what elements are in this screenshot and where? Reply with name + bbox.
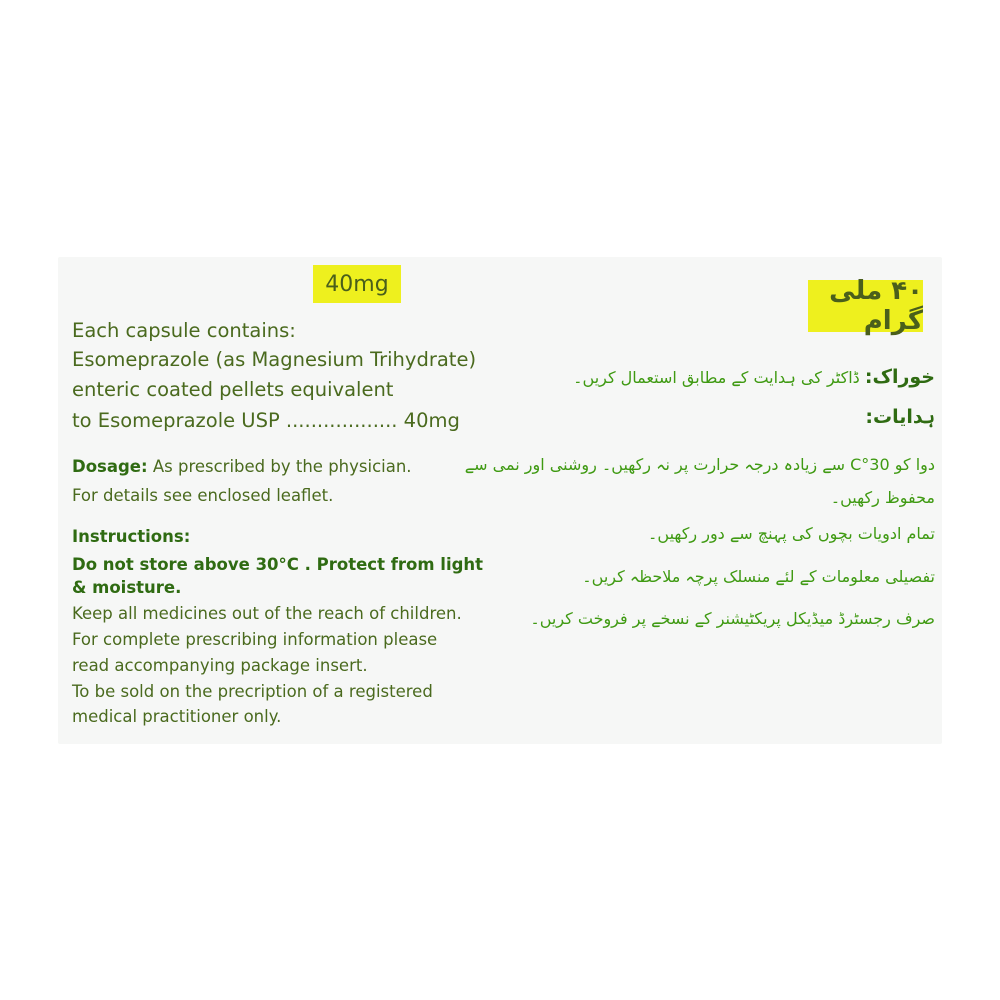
composition-heading: Each capsule contains: (72, 319, 296, 342)
storage-warning-2: & moisture. (72, 578, 182, 597)
urdu-instruction-line: صرف رجسٹرڈ میڈیکل پریکٹیشنر کے نسخے پر فروخت کریں۔ (530, 609, 935, 628)
urdu-instruction-line: دوا کو 30°C سے زیادہ درجہ حرارت پر نہ رکھیں۔ روشنی اور نمی سے (464, 455, 935, 474)
composition-line-3: to Esomeprazole USP .................. 40mg (72, 409, 460, 432)
urdu-instruction-line: تمام ادویات بچوں کی پہنچ سے دور رکھیں۔ (648, 524, 935, 543)
urdu-dosage-line (573, 366, 935, 388)
urdu-dosage-text: ڈاکٹر کی ہدایت کے مطابق استعمال کریں۔ (573, 368, 860, 387)
dosage-line-2: For details see enclosed leaflet. (72, 486, 334, 505)
instruction-line: medical practitioner only. (72, 707, 282, 726)
dosage-line (72, 457, 412, 476)
dosage-label: Dosage: (72, 457, 148, 476)
urdu-instruction-line: تفصیلی معلومات کے لئے منسلک پرچہ ملاحظہ کریں۔ (582, 567, 935, 586)
strength-badge-en: 40mg (313, 265, 401, 303)
urdu-instructions-label: ہدایات: (865, 406, 935, 428)
composition-line-1: Esomeprazole (as Magnesium Trihydrate) (72, 348, 477, 371)
instruction-line: Keep all medicines out of the reach of children. (72, 604, 462, 623)
urdu-dosage-label: خوراک: (864, 366, 935, 388)
dosage-text: As prescribed by the physician. (147, 457, 412, 476)
composition-line-2: enteric coated pellets equivalent (72, 378, 394, 401)
storage-warning-1: Do not store above 30°C . Protect from light (72, 555, 484, 574)
instruction-line: For complete prescribing information please (72, 630, 438, 649)
strength-badge-ur: ۴۰ ملی گرام (808, 280, 923, 332)
instruction-line: read accompanying package insert. (72, 656, 368, 675)
instructions-heading: Instructions: (72, 527, 191, 546)
instruction-line: To be sold on the precription of a registered (72, 682, 433, 701)
urdu-instruction-line: محفوظ رکھیں۔ (830, 488, 935, 507)
